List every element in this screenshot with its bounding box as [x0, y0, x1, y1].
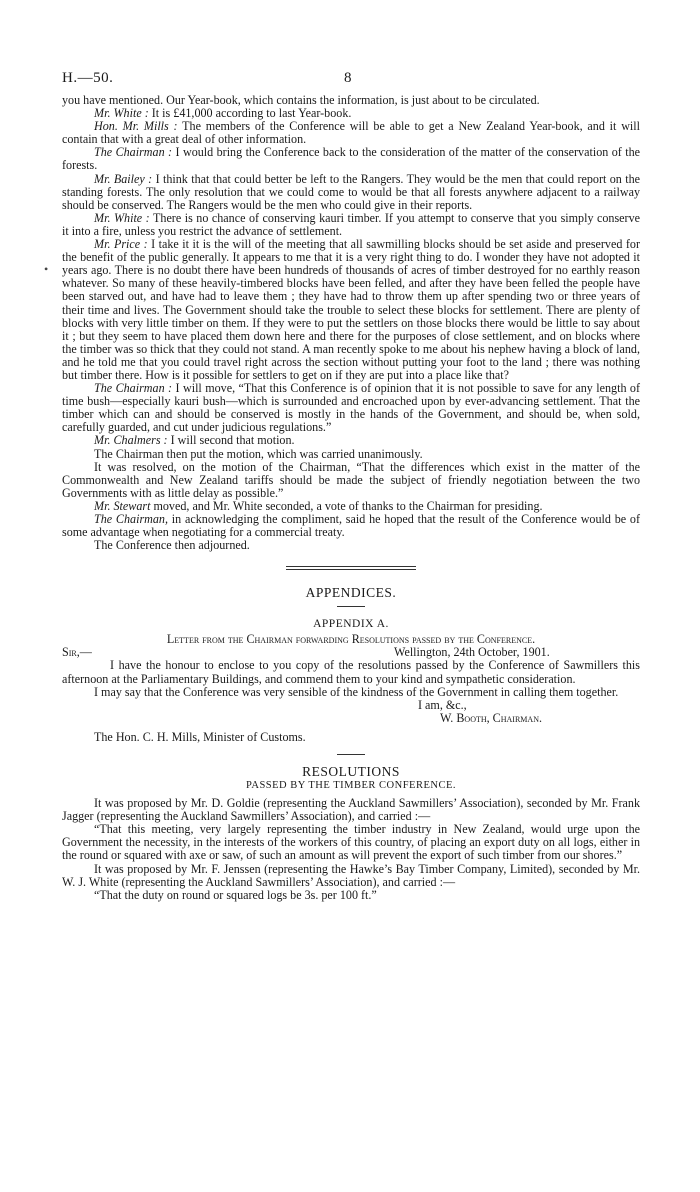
speaker-name: Mr. Chalmers : [94, 433, 168, 448]
speaker-name: The Chairman, [94, 512, 169, 526]
paragraph-text: I will move, “That this Conference is of opinion that it is not possible to save for any length of time bush—especially kauri bush—which is surrounded and encroached upon by ever-advancing settlement. That the timber which can and should be conserved is mostly in the hands of the Government, and should be, when sold, carefully guarded, and cut under judicious regulations.” [62, 381, 641, 435]
paragraph-text: in acknowledging the compliment, said he hoped that the result of the Conference would be of some advantage when negotiating for a commercial treaty. [62, 512, 640, 540]
salutation-row [62, 646, 640, 659]
resolution-paragraph: It was proposed by Mr. F. Jenssen (representing the Hawke’s Bay Timber Company, Limited), seconded by Mr. W. J. White (representing the Auckland Sawmillers’ Association), and carried :— [62, 861, 640, 889]
resolution-paragraph: “That this meeting, very largely representing the timber industry in New Zealand, would urge upon the Government the necessity, in the interests of the workers of this country, of placing an export duty on all logs, either in the round or squared with axe or saw, of such an amount as will prevent the export of such timber from our shores.” [62, 822, 640, 863]
page-number: 8 [344, 70, 352, 86]
short-rule [337, 606, 365, 607]
minutes-paragraph [62, 146, 640, 172]
margin-mark: • [44, 262, 49, 276]
place-date: Wellington, 24th October, 1901. [394, 645, 550, 660]
paragraph-text: I take it it is the will of the meeting that all sawmilling blocks should be set aside and preserved for the benefit of the public generally. It appears to me that it is a very right thing to do. I wonder they have not adopted it years ago. There is no doubt there have been hundreds of thousands of acres of timber destroyed for no earthly reason whatever. So many of these heavily-timbered blocks have been felled, and after they have been felled the people have been starved out, and have had to leave them ; they have had to throw them up after spending two or three years of their time and lives. The Government should take the trouble to select these blocks for settlement. There are plenty of blocks with very little timber on them. If they were to put the settlers on those blocks there would be little to say about it ; but they seem to have placed them down here and there for the purposes of close settlement, and on blocks where the timber was so thick that they could not stand. A man recently spoke to me about his nephew having a block of land, and he told me that you could travel right across the section without putting your foot to the land ; there was nothing but timber there. How is it possible for settlers to get on if they are put into a place like that? [62, 237, 640, 382]
salutation: Sir,— [62, 645, 92, 660]
resolutions-body [62, 797, 640, 902]
minutes-paragraph [62, 461, 640, 500]
appendix-a-heading: APPENDIX A. [313, 618, 389, 631]
page-header [62, 66, 640, 94]
minutes-paragraph [62, 120, 640, 146]
paragraph-text: There is no chance of conserving kauri timber. If you attempt to conserve that you simply conserve it into a fire, unless you restrict the advance of settlement. [62, 210, 640, 238]
paragraph-text: you have mentioned. Our Year-book, which contains the information, is just about to be circulated. [62, 93, 540, 107]
speaker-name: The Chairman : [94, 145, 173, 160]
resolutions-heading: RESOLUTIONS [302, 764, 400, 780]
paragraph-text: The members of the Conference will be able to get a New Zealand Year-book, and it will contain that with a great deal of other information. [62, 119, 641, 147]
section-divider [286, 566, 416, 570]
minutes-paragraph [62, 382, 640, 434]
speaker-name: Mr. Bailey : [94, 171, 153, 186]
minutes-paragraph [62, 238, 640, 382]
document-reference: H.—50. [62, 70, 114, 86]
appendices-heading: APPENDICES. [305, 585, 397, 601]
speaker-name: Mr. White : [94, 106, 149, 121]
signature: W. Booth, Chairman. [440, 710, 542, 725]
speaker-name: Mr. Stewart [94, 498, 151, 513]
paragraph-text: I will second that motion. [167, 433, 295, 448]
paragraph-text: It was resolved, on the motion of the Chairman, “That the differences which exist in the matter of the Commonwealth and New Zealand tariffs should be made the subject of friendly negotiation between the two Governments with as little delay as possible.” [62, 459, 640, 500]
closing-row [62, 699, 640, 712]
letter-title: Letter from the Chairman forwarding Resolutions passed by the Conference. [166, 632, 536, 647]
paragraph-text: moved, and Mr. White seconded, a vote of thanks to the Chairman for presiding. [150, 498, 543, 513]
short-rule-2 [337, 754, 365, 755]
speaker-name: Hon. Mr. Mills : [94, 119, 178, 134]
minutes-body [62, 94, 640, 552]
resolutions-subheading: PASSED BY THE TIMBER CONFERENCE. [246, 780, 456, 792]
minutes-paragraph [62, 212, 640, 238]
paragraph-text: It is £41,000 according to last Year-book. [148, 106, 352, 121]
signature-row [62, 712, 640, 725]
speaker-name: Mr. White : [94, 210, 150, 225]
document-page [62, 66, 640, 902]
minutes-paragraph [62, 539, 640, 552]
letter-body: I have the honour to enclose to you copy of the resolutions passed by the Conference of Sawmillers this afternoon at the Parliamentary Buildings, and commend them to your kind and sympathetic consideration. [62, 658, 640, 686]
resolution-paragraph: “That the duty on round or squared logs be 3s. per 100 ft.” [94, 887, 377, 902]
addressee: The Hon. C. H. Mills, Minister of Customs. [94, 729, 306, 744]
letter-body-2: I may say that the Conference was very sensible of the kindness of the Government in calling them together. [94, 684, 619, 699]
closing: I am, &c., [418, 697, 467, 712]
paragraph-text: I think that that could better be left to the Rangers. They would be the men that could report on the standing forests. The only resolution that we could come to would be that all forests anywhere adjacent to a railway should be conserved. The Rangers would be the men who could give in their reports. [62, 171, 640, 212]
speaker-name: Mr. Price : [94, 237, 148, 252]
speaker-name: The Chairman : [94, 381, 173, 396]
minutes-paragraph [62, 513, 640, 539]
paragraph-text: The Conference then adjourned. [94, 538, 250, 553]
minutes-paragraph [62, 173, 640, 212]
paragraph-text: The Chairman then put the motion, which was carried unanimously. [94, 446, 423, 461]
paragraph-text: I would bring the Conference back to the consideration of the matter of the conservation of the forests. [62, 145, 640, 173]
resolution-paragraph: It was proposed by Mr. D. Goldie (representing the Auckland Sawmillers’ Association), seconded by Mr. Frank Jagger (representing the Auckland Sawmillers’ Association), and carried :— [62, 796, 640, 824]
